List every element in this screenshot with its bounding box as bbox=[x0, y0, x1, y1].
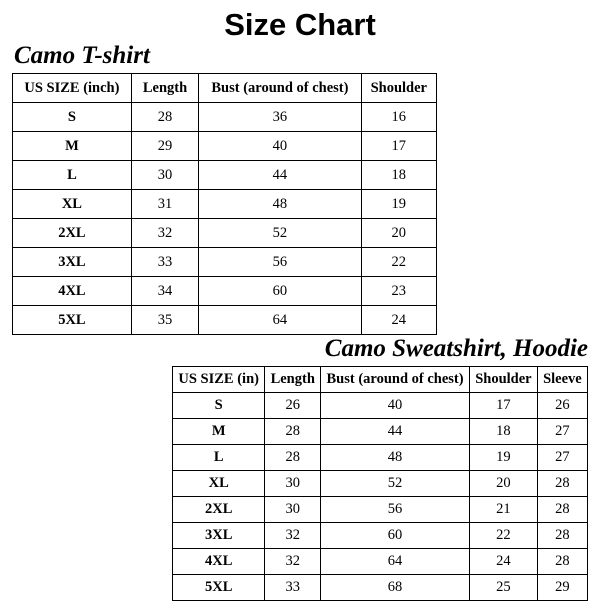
table-row bbox=[13, 103, 437, 132]
column-header-us-size: US SIZE (in) bbox=[173, 367, 265, 393]
cell-shoulder: 22 bbox=[469, 523, 537, 549]
cell-shoulder: 17 bbox=[469, 393, 537, 419]
cell-bust: 68 bbox=[321, 575, 470, 601]
table-row bbox=[173, 393, 588, 419]
cell-sleeve: 28 bbox=[537, 497, 587, 523]
cell-bust: 64 bbox=[321, 549, 470, 575]
cell-bust: 40 bbox=[321, 393, 470, 419]
cell-size: M bbox=[173, 419, 265, 445]
cell-size: XL bbox=[173, 471, 265, 497]
cell-sleeve: 26 bbox=[537, 393, 587, 419]
cell-size: XL bbox=[13, 190, 132, 219]
column-header-us-size: US SIZE (inch) bbox=[13, 74, 132, 103]
cell-sleeve: 27 bbox=[537, 419, 587, 445]
tshirt-size-table bbox=[12, 73, 437, 335]
cell-size: S bbox=[13, 103, 132, 132]
cell-length: 28 bbox=[265, 419, 321, 445]
cell-size: 5XL bbox=[173, 575, 265, 601]
cell-bust: 56 bbox=[199, 248, 361, 277]
cell-shoulder: 22 bbox=[361, 248, 436, 277]
column-header-bust: Bust (around of chest) bbox=[321, 367, 470, 393]
cell-length: 28 bbox=[131, 103, 198, 132]
table-header-row bbox=[173, 367, 588, 393]
table-row bbox=[13, 248, 437, 277]
table-row bbox=[173, 575, 588, 601]
table-row bbox=[173, 497, 588, 523]
cell-bust: 56 bbox=[321, 497, 470, 523]
cell-length: 30 bbox=[265, 497, 321, 523]
cell-shoulder: 21 bbox=[469, 497, 537, 523]
cell-length: 33 bbox=[131, 248, 198, 277]
cell-length: 34 bbox=[131, 277, 198, 306]
cell-length: 32 bbox=[265, 523, 321, 549]
cell-length: 32 bbox=[265, 549, 321, 575]
cell-length: 26 bbox=[265, 393, 321, 419]
cell-shoulder: 24 bbox=[469, 549, 537, 575]
page-title: Size Chart bbox=[224, 7, 376, 42]
cell-bust: 52 bbox=[199, 219, 361, 248]
cell-size: L bbox=[13, 161, 132, 190]
cell-bust: 52 bbox=[321, 471, 470, 497]
table-row bbox=[173, 419, 588, 445]
cell-sleeve: 28 bbox=[537, 549, 587, 575]
section-title-tshirt: Camo T-shirt bbox=[14, 42, 150, 69]
tshirt-table-header bbox=[13, 74, 437, 103]
cell-length: 30 bbox=[131, 161, 198, 190]
table-row bbox=[13, 132, 437, 161]
table-row bbox=[173, 471, 588, 497]
table-row bbox=[13, 161, 437, 190]
cell-bust: 40 bbox=[199, 132, 361, 161]
cell-length: 29 bbox=[131, 132, 198, 161]
cell-length: 32 bbox=[131, 219, 198, 248]
table-row bbox=[13, 306, 437, 335]
column-header-shoulder: Shoulder bbox=[469, 367, 537, 393]
hoodie-table-body bbox=[173, 393, 588, 601]
cell-bust: 48 bbox=[199, 190, 361, 219]
tshirt-table-body bbox=[13, 103, 437, 335]
table-row bbox=[173, 523, 588, 549]
cell-shoulder: 20 bbox=[361, 219, 436, 248]
table-header-row bbox=[13, 74, 437, 103]
table-row bbox=[13, 190, 437, 219]
cell-size: 3XL bbox=[13, 248, 132, 277]
cell-bust: 60 bbox=[321, 523, 470, 549]
column-header-sleeve: Sleeve bbox=[537, 367, 587, 393]
cell-shoulder: 17 bbox=[361, 132, 436, 161]
cell-sleeve: 27 bbox=[537, 445, 587, 471]
cell-sleeve: 29 bbox=[537, 575, 587, 601]
cell-sleeve: 28 bbox=[537, 523, 587, 549]
hoodie-size-table bbox=[172, 366, 588, 601]
cell-shoulder: 16 bbox=[361, 103, 436, 132]
column-header-length: Length bbox=[131, 74, 198, 103]
cell-size: 2XL bbox=[173, 497, 265, 523]
cell-length: 31 bbox=[131, 190, 198, 219]
cell-length: 30 bbox=[265, 471, 321, 497]
cell-shoulder: 18 bbox=[361, 161, 436, 190]
cell-length: 28 bbox=[265, 445, 321, 471]
cell-shoulder: 19 bbox=[361, 190, 436, 219]
table-row bbox=[13, 277, 437, 306]
cell-size: L bbox=[173, 445, 265, 471]
column-header-bust: Bust (around of chest) bbox=[199, 74, 361, 103]
table-row bbox=[173, 549, 588, 575]
cell-bust: 64 bbox=[199, 306, 361, 335]
cell-size: 4XL bbox=[13, 277, 132, 306]
cell-bust: 36 bbox=[199, 103, 361, 132]
cell-length: 35 bbox=[131, 306, 198, 335]
cell-size: 4XL bbox=[173, 549, 265, 575]
cell-shoulder: 19 bbox=[469, 445, 537, 471]
cell-shoulder: 25 bbox=[469, 575, 537, 601]
cell-shoulder: 20 bbox=[469, 471, 537, 497]
cell-bust: 48 bbox=[321, 445, 470, 471]
cell-length: 33 bbox=[265, 575, 321, 601]
cell-size: S bbox=[173, 393, 265, 419]
cell-shoulder: 23 bbox=[361, 277, 436, 306]
cell-bust: 44 bbox=[321, 419, 470, 445]
table-row bbox=[173, 445, 588, 471]
column-header-shoulder: Shoulder bbox=[361, 74, 436, 103]
cell-size: 2XL bbox=[13, 219, 132, 248]
cell-size: M bbox=[13, 132, 132, 161]
cell-bust: 60 bbox=[199, 277, 361, 306]
cell-size: 5XL bbox=[13, 306, 132, 335]
cell-shoulder: 24 bbox=[361, 306, 436, 335]
hoodie-table-header bbox=[173, 367, 588, 393]
cell-sleeve: 28 bbox=[537, 471, 587, 497]
section-title-hoodie: Camo Sweatshirt, Hoodie bbox=[324, 335, 588, 362]
cell-size: 3XL bbox=[173, 523, 265, 549]
cell-shoulder: 18 bbox=[469, 419, 537, 445]
column-header-length: Length bbox=[265, 367, 321, 393]
size-chart-page bbox=[0, 8, 600, 608]
cell-bust: 44 bbox=[199, 161, 361, 190]
table-row bbox=[13, 219, 437, 248]
